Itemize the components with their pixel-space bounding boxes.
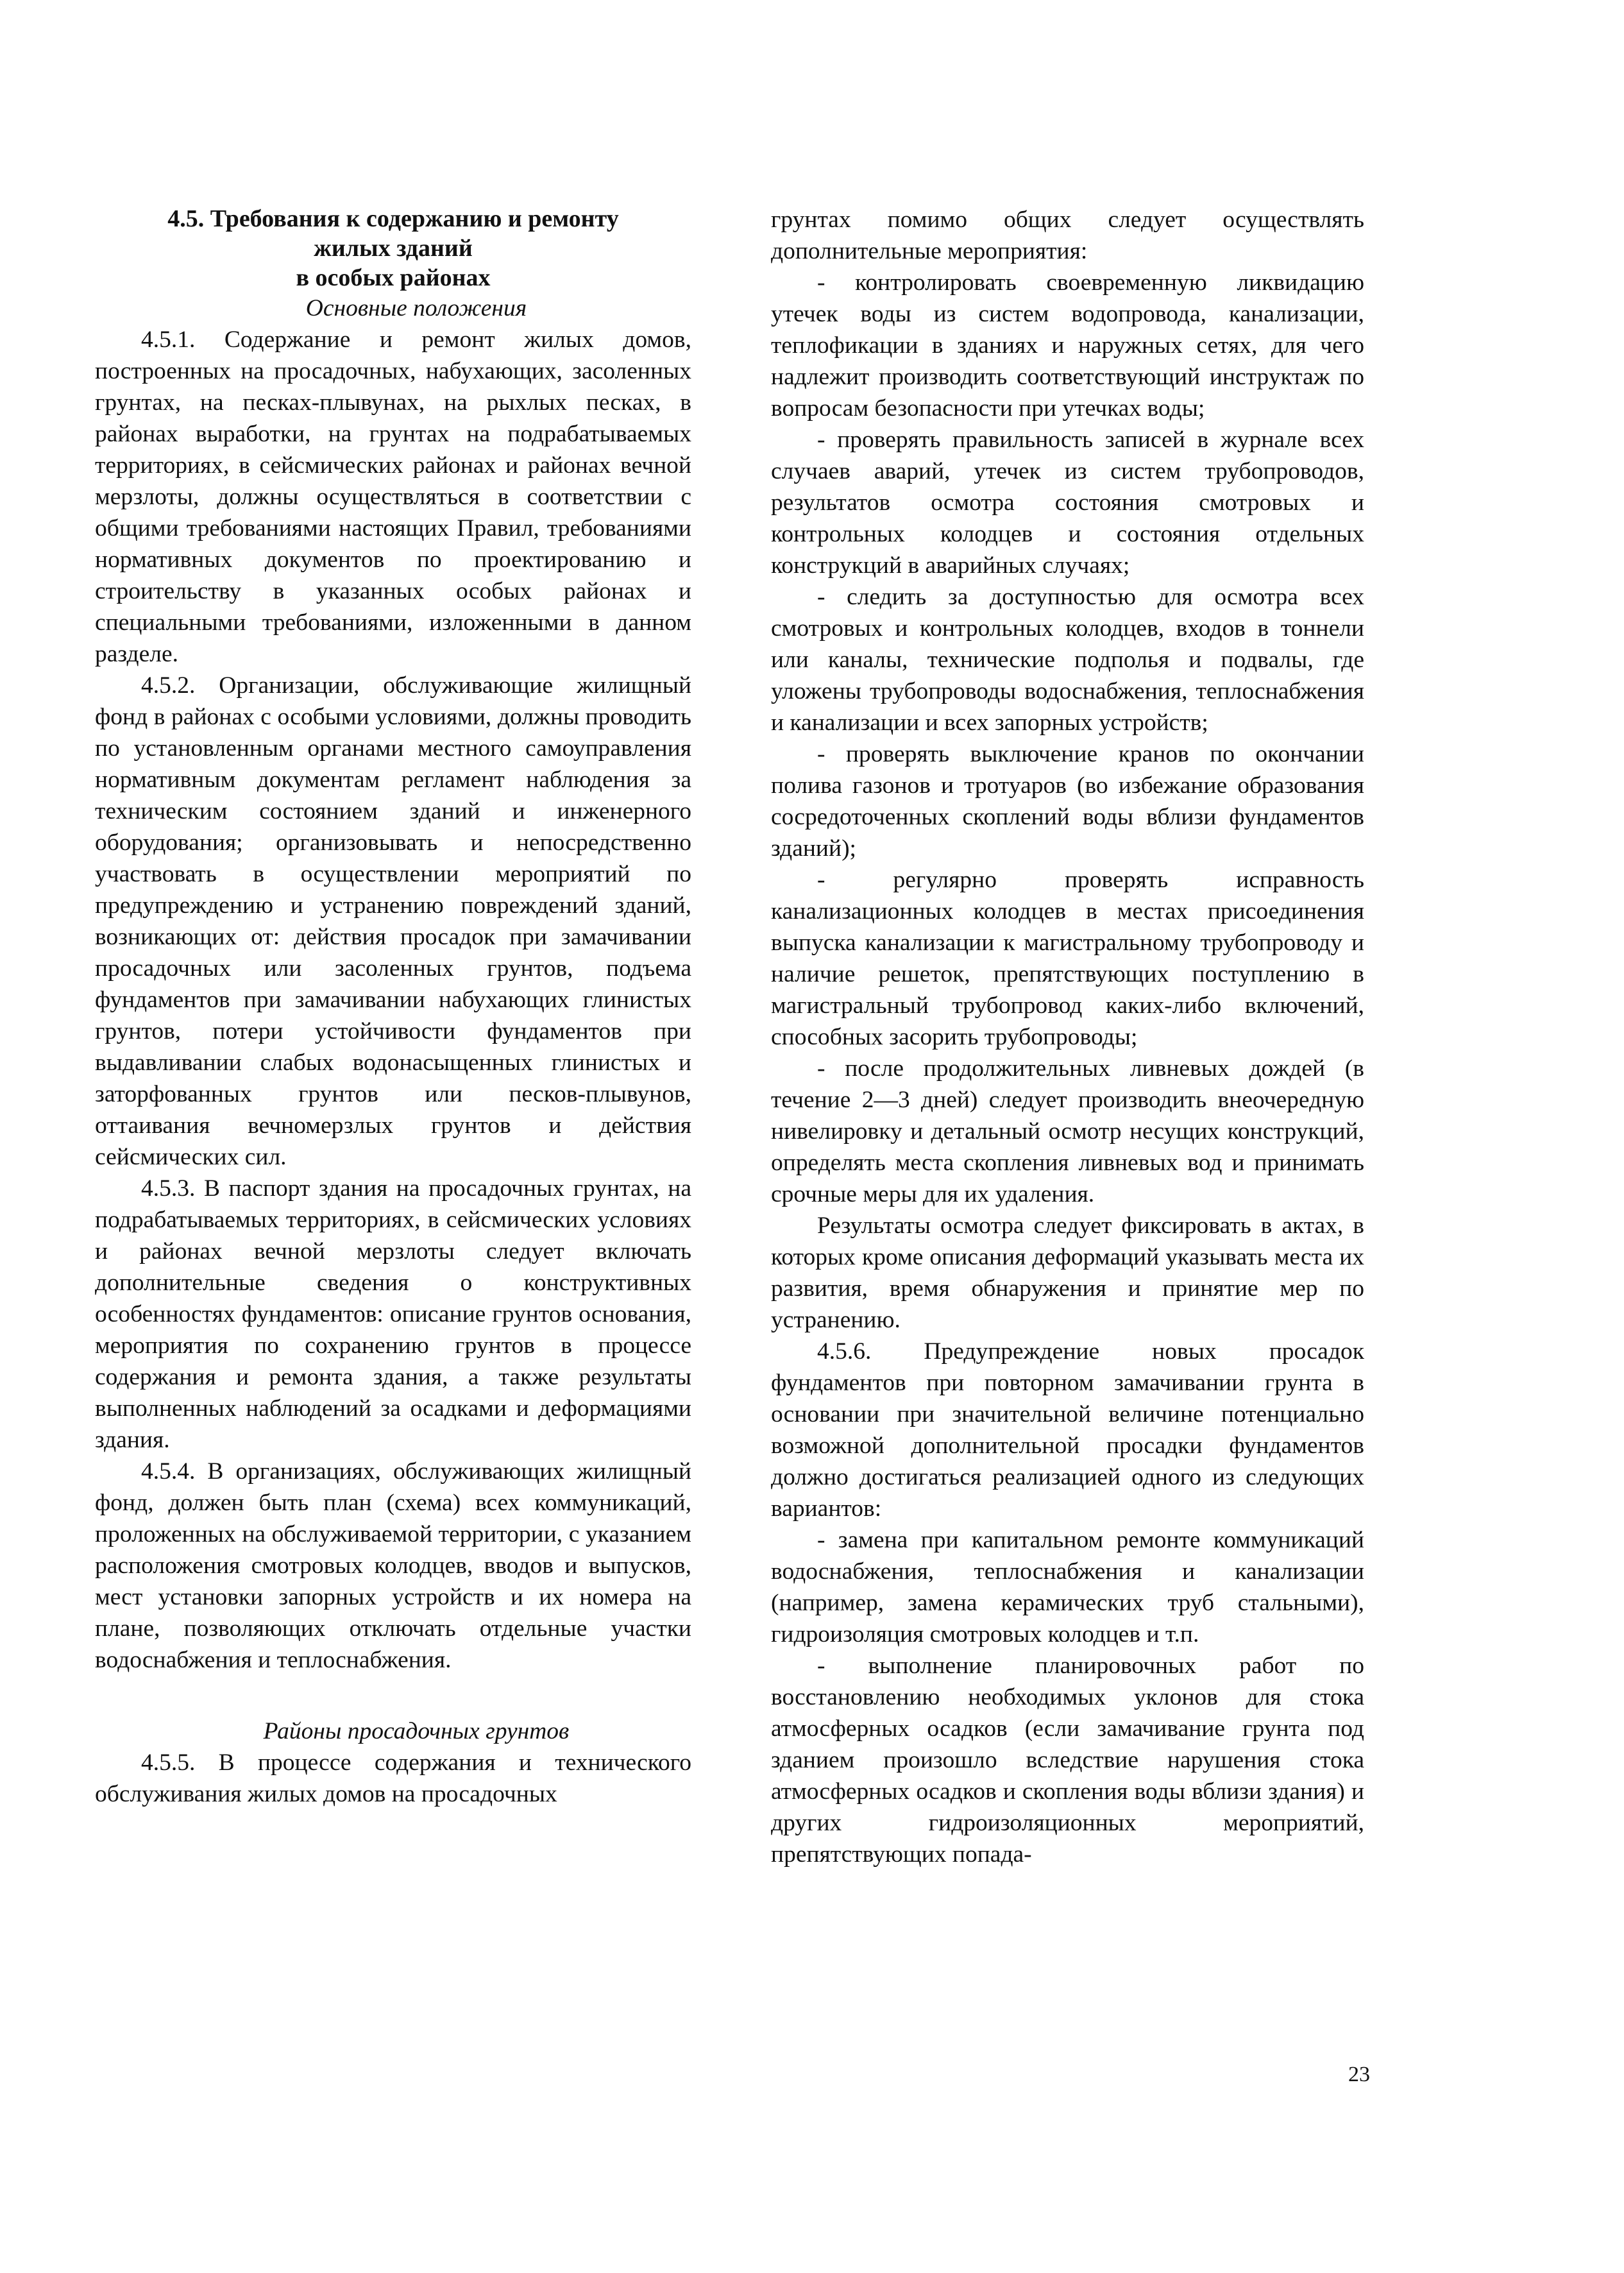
paragraph-4-5-6: 4.5.6. Предупреждение новых просадок фундаментов при повторном замачивании грунта в основании при значительной величине потенциально возможной дополнительной просадки фундаментов должно достигаться реализацией одного из следующих вариантов:: [771, 1338, 1364, 1522]
list-item: - выполнение планировочных работ по восстановлению необходимых уклонов для стока атмосферных осадков (если замачивание грунта под зданием произошло вследствие нарушения стока атмосферных осадков и скопления воды вблизи здания) и других гидроизоляционных мероприятий, препятствующих попада-: [771, 1653, 1364, 1868]
paragraph-4-5-2: 4.5.2. Организации, обслуживающие жилищный фонд в районах с особыми условиями, должны проводить по установленным органами местного самоуправления нормативным документам регламент наблюдения за техническим состоянием зданий и инженерного оборудования; организовывать и непосредственно участвовать в осуществлении мероприятий по предупреждению и устранению повреждений зданий, возникающих от: действия просадок при замачивании просадочных или засоленных грунтов, подъема фундаментов при замачивании набухающих глинистых грунтов, потери устойчивости фундаментов при выдавливании слабых водонасыщенных глинистых и заторфованных грунтов или песков-плывунов, оттаивания вечномерзлых грунтов и действия сейсмических сил.: [95, 672, 691, 1170]
section-title-line: жилых зданий: [314, 235, 473, 262]
list-item: - следить за доступностью для осмотра всех смотровых и контрольных колодцев, входов в тоннели или каналы, технические подполья и подвалы, где уложены трубопроводы водоснабжения, теплоснабжения и канализации и всех запорных устройств;: [771, 584, 1364, 736]
list-item: - проверять выключение кранов по окончании полива газонов и тротуаров (во избежание образования сосредоточенных скоплений воды вблизи фундаментов зданий);: [771, 741, 1364, 862]
list-item: - регулярно проверять исправность канализационных колодцев в местах присоединения выпуска канализации к магистральному трубопроводу и наличие решеток, препятствующих поступлению в магистральный трубопровод каких-либо включений, способных засорить трубопроводы;: [771, 867, 1364, 1050]
paragraph-4-5-3: 4.5.3. В паспорт здания на просадочных грунтах, на подрабатываемых территориях, в сейсмических условиях и районах вечной мерзлоты следует включать дополнительные сведения о конструктивных особенностях фундаментов: описание грунтов основания, мероприятия по сохранению грунтов в процессе содержания и ремонта здания, а также результаты выполненных наблюдений за осадками и деформациями здания.: [95, 1175, 691, 1453]
paragraph-4-5-1: 4.5.1. Содержание и ремонт жилых домов, построенных на просадочных, набухающих, засоленных грунтах, на песках-плывунах, на рыхлых песках, в районах выработки, на грунтах на подрабатываемых территориях, в сейсмических районах и районах вечной мерзлоты, должны осуществляться в соответствии с общими требованиями настоящих Правил, требованиями нормативных документов по проектированию и строительству в указанных особых районах и специальными требованиями, изложенными в данном разделе.: [95, 327, 691, 667]
subheading-subsidence-soils: Районы просадочных грунтов: [263, 1718, 570, 1744]
page-number: 23: [1348, 2063, 1370, 2086]
list-item: - после продолжительных ливневых дождей (в течение 2—3 дней) следует производить внеочередную нивелировку и детальный осмотр несущих конструкций, определять места скопления ливневых вод и принимать срочные меры для их удаления.: [771, 1055, 1364, 1207]
section-title: [95, 204, 691, 293]
section-title-line: в особых районах: [296, 264, 491, 291]
paragraph-4-5-4: 4.5.4. В организациях, обслуживающих жилищный фонд, должен быть план (схема) всех коммуникаций, проложенных на обслуживаемой территории, с указанием расположения смотровых колодцев, вводов и выпусков, мест установки запорных устройств и их номера на плане, позволяющих отключать отдельные участки водоснабжения и теплоснабжения.: [95, 1458, 691, 1673]
list-item: - контролировать своевременную ликвидацию утечек воды из систем водопровода, канализации, теплофикации в зданиях и наружных сетях, для чего надлежит производить соответствующий инструктаж по вопросам безопасности при утечках воды;: [771, 269, 1364, 421]
list-item: - замена при капитальном ремонте коммуникаций водоснабжения, теплоснабжения и канализации (например, замена керамических труб стальными), гидроизоляция смотровых колодцев и т.п.: [771, 1527, 1364, 1647]
section-title-line: 4.5. Требования к содержанию и ремонту: [167, 205, 619, 232]
right-column: [771, 204, 1364, 1870]
paragraph-4-5-5-start: 4.5.5. В процессе содержания и технического обслуживания жилых домов на просадочных: [95, 1749, 691, 1807]
left-column: [95, 204, 691, 1810]
paragraph-4-5-5-continuation: грунтах помимо общих следует осуществлять дополнительные мероприятия:: [771, 207, 1364, 264]
inspection-results-paragraph: Результаты осмотра следует фиксировать в актах, в которых кроме описания деформаций указывать места их развития, время обнаружения и принятие мер по устранению.: [771, 1213, 1364, 1333]
subheading-general-provisions: Основные положения: [305, 295, 527, 321]
list-item: - проверять правильность записей в журнале всех случаев аварий, утечек из систем трубопроводов, результатов осмотра состояния смотровых и контрольных колодцев и состояния отдельных конструкций в аварийных случаях;: [771, 427, 1364, 579]
